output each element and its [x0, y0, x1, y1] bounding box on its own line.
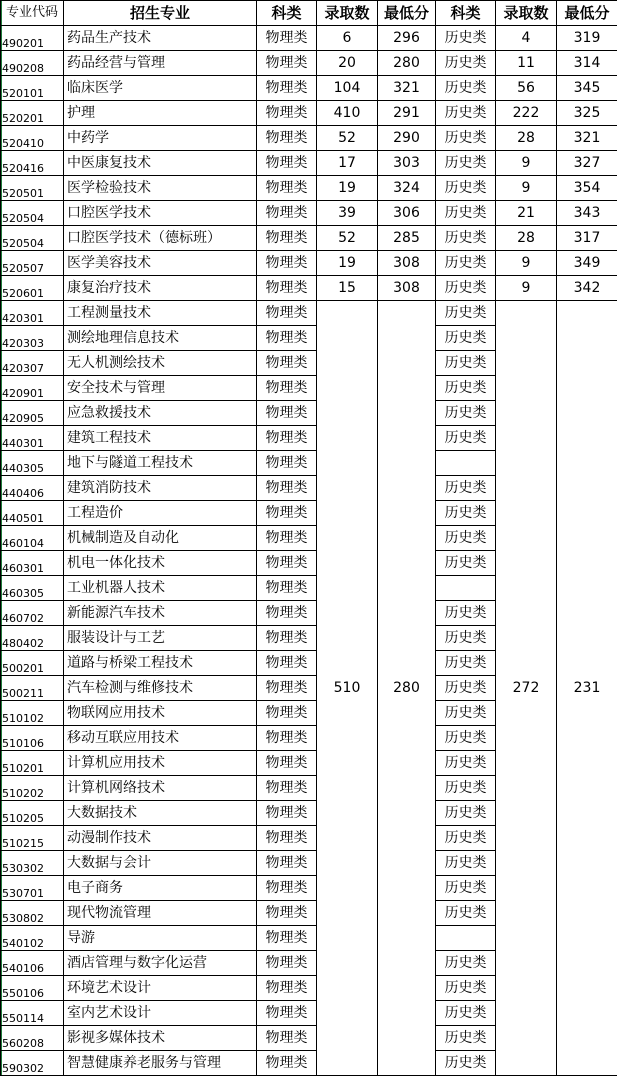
history-category: 历史类 — [436, 226, 496, 251]
major-code: 460301 — [1, 551, 64, 576]
major-name: 机械制造及自动化 — [64, 526, 257, 551]
history-admitted-count: 9 — [496, 176, 557, 201]
physics-min-score: 308 — [378, 276, 436, 301]
table-row — [1, 226, 617, 251]
physics-category: 物理类 — [257, 251, 317, 276]
table-row — [1, 126, 617, 151]
major-code: 510102 — [1, 701, 64, 726]
physics-category: 物理类 — [257, 176, 317, 201]
table-row — [1, 201, 617, 226]
major-code: 420303 — [1, 326, 64, 351]
major-name: 动漫制作技术 — [64, 826, 257, 851]
history-category: 历史类 — [436, 201, 496, 226]
major-name: 环境艺术设计 — [64, 976, 257, 1001]
major-code: 440305 — [1, 451, 64, 476]
major-code: 420307 — [1, 351, 64, 376]
table-row — [1, 101, 617, 126]
history-admitted-count: 9 — [496, 251, 557, 276]
major-code: 510202 — [1, 776, 64, 801]
physics-min-score: 280 — [378, 51, 436, 76]
history-category: 历史类 — [436, 701, 496, 726]
physics-category: 物理类 — [257, 476, 317, 501]
major-name: 测绘地理信息技术 — [64, 326, 257, 351]
history-category — [436, 576, 496, 601]
history-category: 历史类 — [436, 1051, 496, 1076]
history-min-score: 317 — [557, 226, 617, 251]
major-code: 420901 — [1, 376, 64, 401]
major-name: 影视多媒体技术 — [64, 1026, 257, 1051]
major-code: 530302 — [1, 851, 64, 876]
physics-category: 物理类 — [257, 626, 317, 651]
major-name: 电子商务 — [64, 876, 257, 901]
history-category: 历史类 — [436, 251, 496, 276]
physics-category: 物理类 — [257, 226, 317, 251]
history-category: 历史类 — [436, 26, 496, 51]
major-name: 服装设计与工艺 — [64, 626, 257, 651]
physics-min-score: 296 — [378, 26, 436, 51]
physics-category: 物理类 — [257, 376, 317, 401]
physics-category: 物理类 — [257, 726, 317, 751]
major-code: 500211 — [1, 676, 64, 701]
history-min-score: 319 — [557, 26, 617, 51]
history-admitted-count: 28 — [496, 226, 557, 251]
history-category: 历史类 — [436, 276, 496, 301]
table-row — [1, 151, 617, 176]
table-body — [1, 26, 617, 1076]
history-category: 历史类 — [436, 376, 496, 401]
major-code: 520416 — [1, 151, 64, 176]
major-code: 530701 — [1, 876, 64, 901]
physics-category: 物理类 — [257, 501, 317, 526]
major-name: 导游 — [64, 926, 257, 951]
major-code: 420905 — [1, 401, 64, 426]
history-category: 历史类 — [436, 176, 496, 201]
physics-category: 物理类 — [257, 276, 317, 301]
history-category: 历史类 — [436, 76, 496, 101]
history-category: 历史类 — [436, 526, 496, 551]
major-code: 500201 — [1, 651, 64, 676]
physics-category: 物理类 — [257, 326, 317, 351]
major-name: 建筑工程技术 — [64, 426, 257, 451]
physics-category: 物理类 — [257, 101, 317, 126]
major-name: 道路与桥梁工程技术 — [64, 651, 257, 676]
physics-category: 物理类 — [257, 426, 317, 451]
major-name: 药品经营与管理 — [64, 51, 257, 76]
major-name: 大数据技术 — [64, 801, 257, 826]
history-admitted-count: 4 — [496, 26, 557, 51]
physics-category: 物理类 — [257, 901, 317, 926]
physics-category: 物理类 — [257, 201, 317, 226]
physics-category: 物理类 — [257, 126, 317, 151]
physics-admitted-count: 52 — [317, 226, 378, 251]
major-code: 520504 — [1, 201, 64, 226]
major-name: 工程造价 — [64, 501, 257, 526]
header-history-category: 科类 — [436, 1, 496, 26]
physics-admitted-count: 104 — [317, 76, 378, 101]
major-name: 临床医学 — [64, 76, 257, 101]
history-min-score: 343 — [557, 201, 617, 226]
history-category: 历史类 — [436, 101, 496, 126]
major-name: 药品生产技术 — [64, 26, 257, 51]
physics-category: 物理类 — [257, 151, 317, 176]
major-code: 540106 — [1, 951, 64, 976]
history-category: 历史类 — [436, 826, 496, 851]
physics-admitted-count: 17 — [317, 151, 378, 176]
physics-admitted-count: 410 — [317, 101, 378, 126]
physics-category: 物理类 — [257, 951, 317, 976]
major-code: 460702 — [1, 601, 64, 626]
physics-min-score: 321 — [378, 76, 436, 101]
history-category: 历史类 — [436, 126, 496, 151]
major-name: 安全技术与管理 — [64, 376, 257, 401]
physics-category: 物理类 — [257, 576, 317, 601]
major-name: 新能源汽车技术 — [64, 601, 257, 626]
major-name: 酒店管理与数字化运营 — [64, 951, 257, 976]
header-row — [1, 1, 617, 26]
major-name: 医学检验技术 — [64, 176, 257, 201]
major-code: 440501 — [1, 501, 64, 526]
major-code: 510201 — [1, 751, 64, 776]
physics-admitted-count: 6 — [317, 26, 378, 51]
header-physics-admitted: 录取数 — [317, 1, 378, 26]
physics-category: 物理类 — [257, 51, 317, 76]
group-physics-min-score: 280 — [378, 301, 436, 1076]
history-category: 历史类 — [436, 951, 496, 976]
history-min-score: 354 — [557, 176, 617, 201]
major-name: 口腔医学技术 — [64, 201, 257, 226]
physics-admitted-count: 19 — [317, 176, 378, 201]
major-name: 建筑消防技术 — [64, 476, 257, 501]
physics-category: 物理类 — [257, 351, 317, 376]
physics-min-score: 285 — [378, 226, 436, 251]
history-category: 历史类 — [436, 551, 496, 576]
physics-min-score: 290 — [378, 126, 436, 151]
major-name: 物联网应用技术 — [64, 701, 257, 726]
history-min-score: 342 — [557, 276, 617, 301]
physics-category: 物理类 — [257, 1051, 317, 1076]
history-category — [436, 926, 496, 951]
history-category: 历史类 — [436, 151, 496, 176]
history-category: 历史类 — [436, 501, 496, 526]
physics-category: 物理类 — [257, 26, 317, 51]
major-name: 计算机应用技术 — [64, 751, 257, 776]
physics-category: 物理类 — [257, 876, 317, 901]
physics-min-score: 291 — [378, 101, 436, 126]
history-min-score: 345 — [557, 76, 617, 101]
major-code: 460104 — [1, 526, 64, 551]
major-code: 520201 — [1, 101, 64, 126]
history-category: 历史类 — [436, 476, 496, 501]
major-name: 康复治疗技术 — [64, 276, 257, 301]
history-admitted-count: 21 — [496, 201, 557, 226]
header-history-min-score: 最低分 — [557, 1, 617, 26]
history-category: 历史类 — [436, 601, 496, 626]
physics-category: 物理类 — [257, 76, 317, 101]
physics-category: 物理类 — [257, 776, 317, 801]
physics-category: 物理类 — [257, 601, 317, 626]
physics-category: 物理类 — [257, 976, 317, 1001]
major-code: 480402 — [1, 626, 64, 651]
major-code: 520601 — [1, 276, 64, 301]
major-code: 420301 — [1, 301, 64, 326]
physics-category: 物理类 — [257, 801, 317, 826]
major-name: 汽车检测与维修技术 — [64, 676, 257, 701]
physics-min-score: 308 — [378, 251, 436, 276]
table-row — [1, 51, 617, 76]
table-row — [1, 26, 617, 51]
table-row — [1, 251, 617, 276]
major-code: 550114 — [1, 1001, 64, 1026]
history-category: 历史类 — [436, 426, 496, 451]
major-code: 540102 — [1, 926, 64, 951]
major-code: 520101 — [1, 76, 64, 101]
history-category: 历史类 — [436, 401, 496, 426]
physics-category: 物理类 — [257, 826, 317, 851]
history-category: 历史类 — [436, 976, 496, 1001]
major-code: 460305 — [1, 576, 64, 601]
physics-min-score: 324 — [378, 176, 436, 201]
major-code: 590302 — [1, 1051, 64, 1076]
history-min-score: 327 — [557, 151, 617, 176]
major-name: 中医康复技术 — [64, 151, 257, 176]
table-row — [1, 301, 617, 326]
history-category: 历史类 — [436, 901, 496, 926]
physics-category: 物理类 — [257, 651, 317, 676]
major-name: 医学美容技术 — [64, 251, 257, 276]
major-name: 口腔医学技术（德标班） — [64, 226, 257, 251]
history-category: 历史类 — [436, 1026, 496, 1051]
header-major: 招生专业 — [64, 1, 257, 26]
major-name: 大数据与会计 — [64, 851, 257, 876]
history-admitted-count: 9 — [496, 151, 557, 176]
physics-category: 物理类 — [257, 701, 317, 726]
physics-min-score: 303 — [378, 151, 436, 176]
physics-category: 物理类 — [257, 751, 317, 776]
major-code: 490201 — [1, 26, 64, 51]
physics-category: 物理类 — [257, 451, 317, 476]
physics-category: 物理类 — [257, 526, 317, 551]
major-code: 520504 — [1, 226, 64, 251]
history-category: 历史类 — [436, 776, 496, 801]
history-min-score: 314 — [557, 51, 617, 76]
history-category: 历史类 — [436, 876, 496, 901]
history-min-score: 325 — [557, 101, 617, 126]
physics-category: 物理类 — [257, 676, 317, 701]
major-code: 560208 — [1, 1026, 64, 1051]
header-physics-min-score: 最低分 — [378, 1, 436, 26]
header-code: 专业代码 — [1, 1, 64, 26]
physics-min-score: 306 — [378, 201, 436, 226]
group-history-admitted-count: 272 — [496, 301, 557, 1076]
major-name: 无人机测绘技术 — [64, 351, 257, 376]
history-admitted-count: 28 — [496, 126, 557, 151]
major-code: 550106 — [1, 976, 64, 1001]
major-name: 工程测量技术 — [64, 301, 257, 326]
group-history-min-score: 231 — [557, 301, 617, 1076]
major-code: 510205 — [1, 801, 64, 826]
history-category: 历史类 — [436, 851, 496, 876]
major-code: 510215 — [1, 826, 64, 851]
history-admitted-count: 9 — [496, 276, 557, 301]
major-name: 智慧健康养老服务与管理 — [64, 1051, 257, 1076]
physics-category: 物理类 — [257, 1001, 317, 1026]
physics-category: 物理类 — [257, 551, 317, 576]
history-category: 历史类 — [436, 676, 496, 701]
physics-category: 物理类 — [257, 301, 317, 326]
major-code: 520507 — [1, 251, 64, 276]
major-name: 机电一体化技术 — [64, 551, 257, 576]
major-name: 护理 — [64, 101, 257, 126]
major-code: 520501 — [1, 176, 64, 201]
major-code: 520410 — [1, 126, 64, 151]
physics-category: 物理类 — [257, 851, 317, 876]
physics-category: 物理类 — [257, 926, 317, 951]
major-name: 工业机器人技术 — [64, 576, 257, 601]
major-code: 510106 — [1, 726, 64, 751]
group-physics-admitted-count: 510 — [317, 301, 378, 1076]
history-category: 历史类 — [436, 651, 496, 676]
header-physics-category: 科类 — [257, 1, 317, 26]
major-name: 应急救援技术 — [64, 401, 257, 426]
history-admitted-count: 11 — [496, 51, 557, 76]
major-code: 490208 — [1, 51, 64, 76]
physics-admitted-count: 15 — [317, 276, 378, 301]
physics-category: 物理类 — [257, 401, 317, 426]
history-category: 历史类 — [436, 301, 496, 326]
major-name: 中药学 — [64, 126, 257, 151]
major-code: 440406 — [1, 476, 64, 501]
header-history-admitted: 录取数 — [496, 1, 557, 26]
major-name: 移动互联应用技术 — [64, 726, 257, 751]
history-category — [436, 451, 496, 476]
major-name: 现代物流管理 — [64, 901, 257, 926]
history-category: 历史类 — [436, 326, 496, 351]
physics-admitted-count: 52 — [317, 126, 378, 151]
major-code: 440301 — [1, 426, 64, 451]
history-category: 历史类 — [436, 751, 496, 776]
table-row — [1, 76, 617, 101]
table-row — [1, 276, 617, 301]
physics-category: 物理类 — [257, 1026, 317, 1051]
major-name: 计算机网络技术 — [64, 776, 257, 801]
history-admitted-count: 222 — [496, 101, 557, 126]
major-code: 530802 — [1, 901, 64, 926]
history-min-score: 321 — [557, 126, 617, 151]
history-category: 历史类 — [436, 801, 496, 826]
history-admitted-count: 56 — [496, 76, 557, 101]
history-category: 历史类 — [436, 626, 496, 651]
major-name: 地下与隧道工程技术 — [64, 451, 257, 476]
physics-admitted-count: 20 — [317, 51, 378, 76]
history-min-score: 349 — [557, 251, 617, 276]
history-category: 历史类 — [436, 51, 496, 76]
physics-admitted-count: 39 — [317, 201, 378, 226]
table-row — [1, 176, 617, 201]
history-category: 历史类 — [436, 1001, 496, 1026]
history-category: 历史类 — [436, 351, 496, 376]
physics-admitted-count: 19 — [317, 251, 378, 276]
major-name: 室内艺术设计 — [64, 1001, 257, 1026]
history-category: 历史类 — [436, 726, 496, 751]
